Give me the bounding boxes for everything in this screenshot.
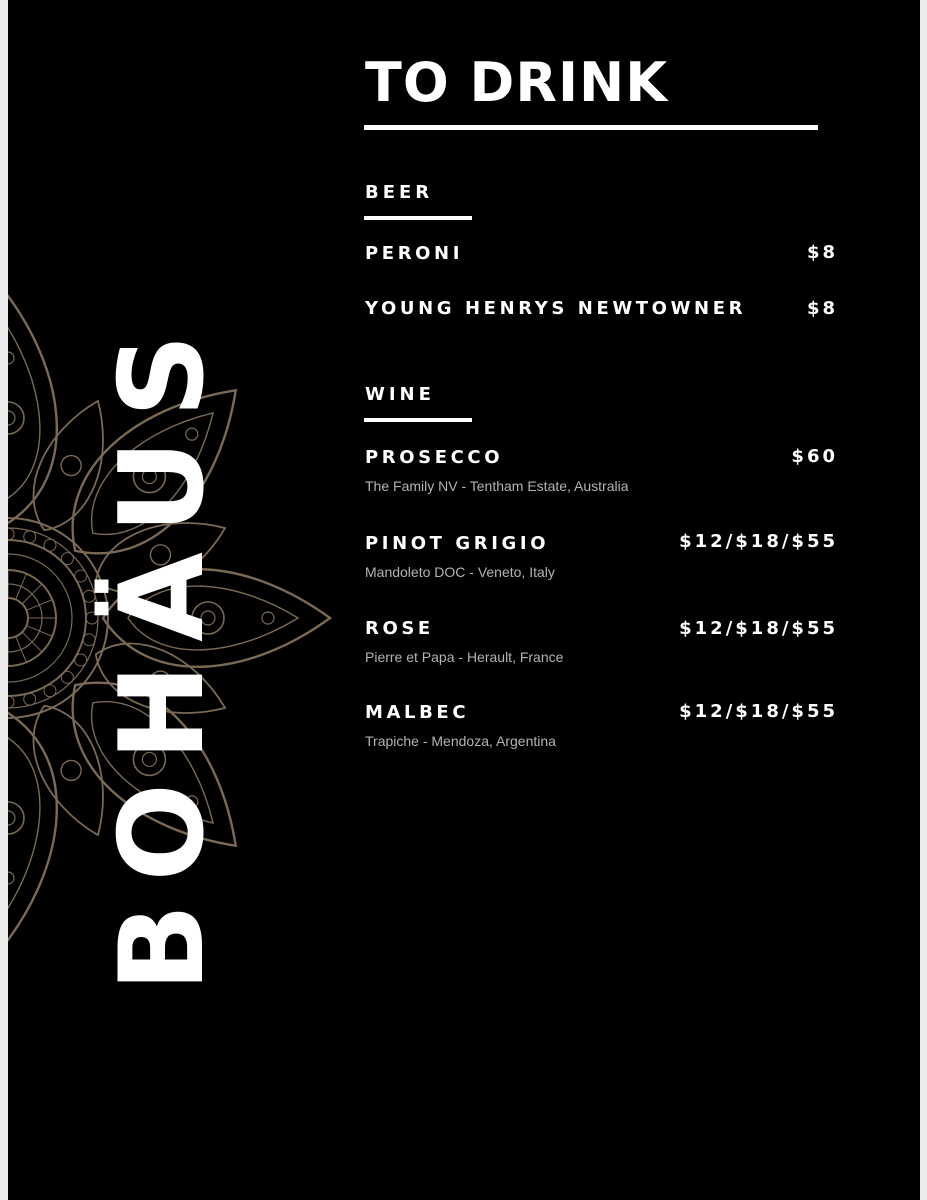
menu-item-description: The Family NV - Tentham Estate, Australia xyxy=(365,478,629,494)
brand-name: BOHÄUS xyxy=(95,311,230,993)
title-underline xyxy=(364,125,818,130)
section-heading-beer: BEER xyxy=(365,182,434,203)
menu-item-name: YOUNG HENRYS NEWTOWNER xyxy=(365,298,747,319)
menu-item-price: $60 xyxy=(791,446,838,467)
menu-item-description: Mandoleto DOC - Veneto, Italy xyxy=(365,564,555,580)
menu-item-description: Trapiche - Mendoza, Argentina xyxy=(365,733,556,749)
menu-item-name: PROSECCO xyxy=(365,447,504,468)
page-title: TO DRINK xyxy=(365,51,669,114)
menu-item-price: $12/$18/$55 xyxy=(679,701,838,722)
section-underline-wine xyxy=(364,418,472,422)
menu-item-price: $12/$18/$55 xyxy=(679,531,838,552)
section-heading-wine: WINE xyxy=(365,384,435,405)
menu-page xyxy=(8,0,920,1200)
section-underline-beer xyxy=(364,216,472,220)
menu-item-price: $8 xyxy=(806,298,838,319)
menu-item-name: ROSE xyxy=(365,618,434,639)
menu-item-price: $12/$18/$55 xyxy=(679,618,838,639)
menu-item-description: Pierre et Papa - Herault, France xyxy=(365,649,564,665)
menu-item-name: PINOT GRIGIO xyxy=(365,533,550,554)
menu-item-name: MALBEC xyxy=(365,702,470,723)
menu-item-name: PERONI xyxy=(365,243,464,264)
menu-item-price: $8 xyxy=(806,242,838,263)
